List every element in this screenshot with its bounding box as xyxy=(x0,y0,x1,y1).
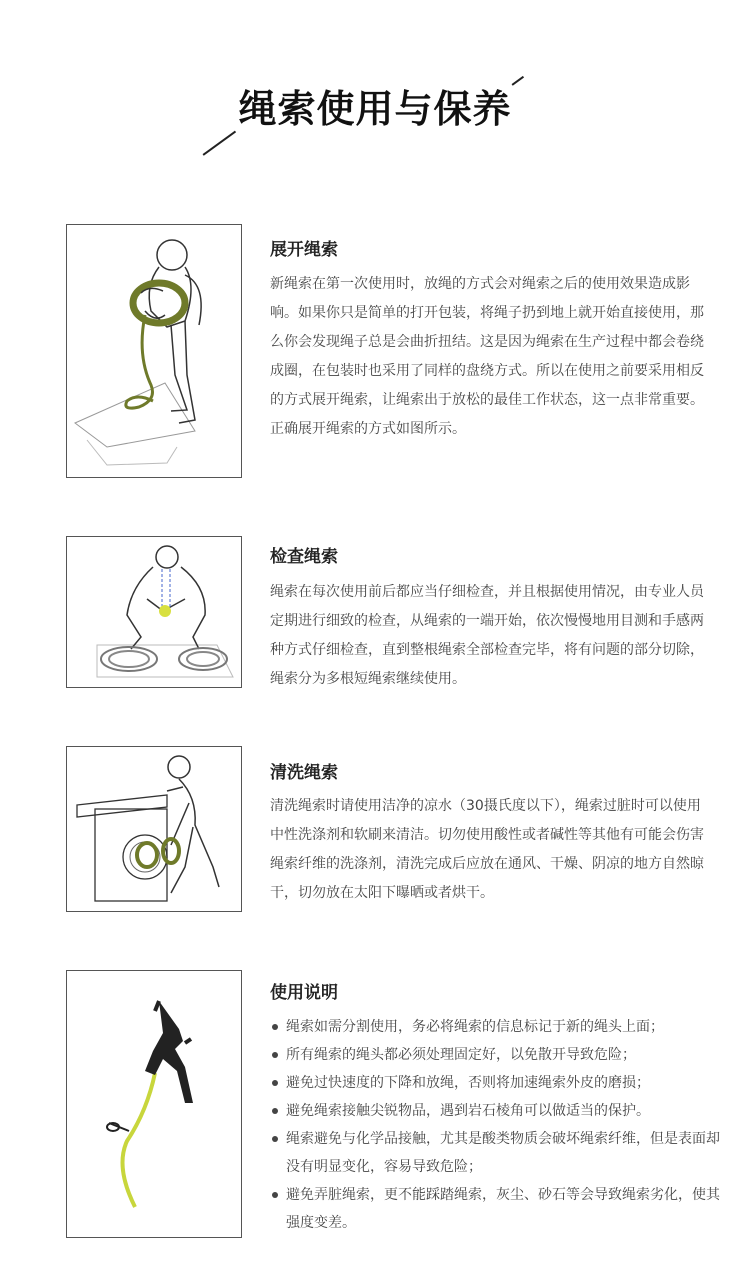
section-title-inspect: 检查绳索 xyxy=(270,547,338,567)
title-decoration-line-left xyxy=(203,131,236,156)
section-body-wash: 清洗绳索时请使用洁净的凉水（30摄氏度以下），绳索过脏时可以使用中性洗涤剂和软刷来清洁。切勿使用酸性或者碱性等其他有可能会伤害绳索纤维的洗涤剂，清洗完成后应放在通风、干燥、阴凉的地方自然晾干，切勿放在太阳下曝晒或者烘干。 xyxy=(270,798,704,901)
section-title-wash: 清洗绳索 xyxy=(270,763,338,783)
page-title: 绳索使用与保养 xyxy=(238,87,512,131)
usage-bullet-item: 避免弄脏绳索，更不能踩踏绳索，灰尘、砂石等会导致绳索劣化，使其强度变差。 xyxy=(270,1181,720,1237)
usage-bullet-item: 避免绳索接触尖锐物品，遇到岩石棱角可以做适当的保护。 xyxy=(270,1097,720,1125)
section-body-uncoil-note: 正确展开绳索的方式如图所示。 xyxy=(270,421,466,437)
section-body-uncoil xyxy=(270,270,710,444)
inspect-rope-illustration xyxy=(66,536,242,688)
climber-illustration xyxy=(66,970,242,1238)
section-body-uncoil-text: 新绳索在第一次使用时，放绳的方式会对绳索之后的使用效果造成影响。如果你只是简单的打开包装，将绳子扔到地上就开始直接使用，那么你会发现绳子总是会曲折扭结。这是因为绳索在生产过程中都会卷绕成圈，在包装时也采用了同样的盘绕方式。所以在使用之前要采用相反的方式展开绳索，让绳索出于放松的最佳工作状态，这一点非常重要。 xyxy=(270,276,704,408)
usage-bullet-item: 绳索如需分割使用，务必将绳索的信息标记于新的绳头上面； xyxy=(270,1013,720,1041)
section-body-inspect: 绳索在每次使用前后都应当仔细检查，并且根据使用情况，由专业人员定期进行细致的检查，从绳索的一端开始，依次慢慢地用目测和手感两种方式仔细检查，直到整根绳索全部检查完毕，将有问题的部分切除，绳索分为多根短绳索继续使用。 xyxy=(270,584,704,687)
wash-rope-illustration xyxy=(66,746,242,912)
uncoil-rope-illustration xyxy=(66,224,242,478)
section-title-usage: 使用说明 xyxy=(270,983,338,1003)
usage-bullet-list xyxy=(270,1013,720,1237)
usage-bullet-item: 所有绳索的绳头都必须处理固定好，以免散开导致危险； xyxy=(270,1041,720,1069)
section-title-uncoil: 展开绳索 xyxy=(270,240,338,260)
usage-bullet-item: 避免过快速度的下降和放绳，否则将加速绳索外皮的磨损； xyxy=(270,1069,720,1097)
usage-bullet-item: 绳索避免与化学品接触，尤其是酸类物质会破坏绳索纤维，但是表面却没有明显变化，容易导致危险； xyxy=(270,1125,720,1181)
